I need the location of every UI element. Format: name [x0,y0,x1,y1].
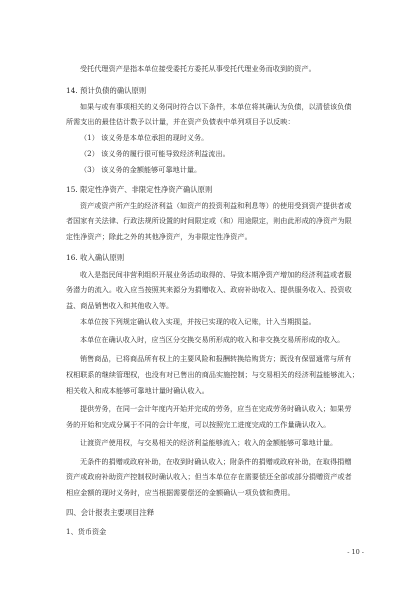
paragraph-line: 收入是指民间非营利组织开展业务活动取得的、导致本期净资产增加的经济利益或者服 [80,270,352,279]
paragraph-line: 定性净资产；除此之外的其他净资产，为非限定性净资产。 [66,232,252,241]
list-item: （3） 该义务的金额能够可靠地计量。 [80,165,202,174]
paragraph-line: 让渡资产使用权，与交易相关的经济利益能够流入；收入的金额能够可靠地计量。 [80,438,338,447]
section-heading: 15. 限定性净资产、非限定性净资产确认原则 [66,185,213,194]
paragraph-line: 者国家有关法律、行政法规所设置的时间限定或（和）用途限定，则由此形成的净资产为限 [66,216,352,225]
list-item: （1） 该义务是本单位承担的现时义务。 [80,133,209,142]
subsection-heading: 1、货币资金 [66,527,107,536]
paragraph-line: 务的开始和完成分属于不同的会计年度，可以按照完工进度完成的工作量确认收入。 [66,420,331,429]
page-number: - 10 - [347,548,364,556]
paragraph-line: 资产或资产所产生的经济利益（如资产的投资利益和利息等）的使用受到资产提供者或 [80,201,352,210]
section-heading: 四、会计报表主要项目注释 [66,508,155,517]
paragraph-line: 如果与或有事项相关的义务同时符合以下条件，本单位将其确认为负债，以清偿该负债 [80,102,352,111]
section-heading: 14. 预计负债的确认原则 [66,86,147,95]
paragraph-line: 相关收入和成本能够可靠地计量时确认收入。 [66,386,209,395]
paragraph-line: 相应金额的现时义务时，应当根据需要偿还的金额确认一项负债和费用。 [66,488,295,497]
paragraph-line: 务潜力的流入。收入应当按照其来源分为捐赠收入、政府补助收入、提供服务收入、投资收 [66,285,352,294]
paragraph-line: 提供劳务，在同一会计年度内开始并完成的劳务，应当在完成劳务时确认收入；如果劳 [80,404,352,413]
paragraph-line: 本单位在确认收入时，应当区分交换交易所形成的收入和非交换交易所形成的收入。 [80,335,345,344]
list-item: （2） 该义务的履行很可能导致经济利益流出。 [80,149,230,158]
paragraph-line: 本单位按下列规定确认收入实现，并按已实现的收入记账，计入当期损益。 [80,317,316,326]
paragraph-line: 资产或政府补助资产控制权时确认收入；但当本单位存在需要偿还全部或部分捐赠资产或者 [66,472,352,481]
paragraph-line: 所需支出的最佳估计数予以计量，并在资产负债表中单列项目予以反映： [66,117,295,126]
paragraph-line: 销售商品，已将商品所有权上的主要风险和报酬转换给购货方；既没有保留通常与所有 [80,354,352,363]
paragraph-line: 益、商品销售收入和其他收入等。 [66,301,174,310]
paragraph-line: 无条件的捐赠或政府补助，在收到时确认收入；附条件的捐赠或政府补助，在取得捐赠 [80,457,352,466]
section-heading: 16. 收入确认原则 [66,253,125,262]
paragraph-line: 受托代理资产是指本单位接受委托方委托从事受托代理业务而收到的资产。 [80,64,316,73]
paragraph-line: 权相联系的继续管理权，也没有对已售出的商品实施控制；与交易相关的经济利益能够流入； [66,370,359,379]
